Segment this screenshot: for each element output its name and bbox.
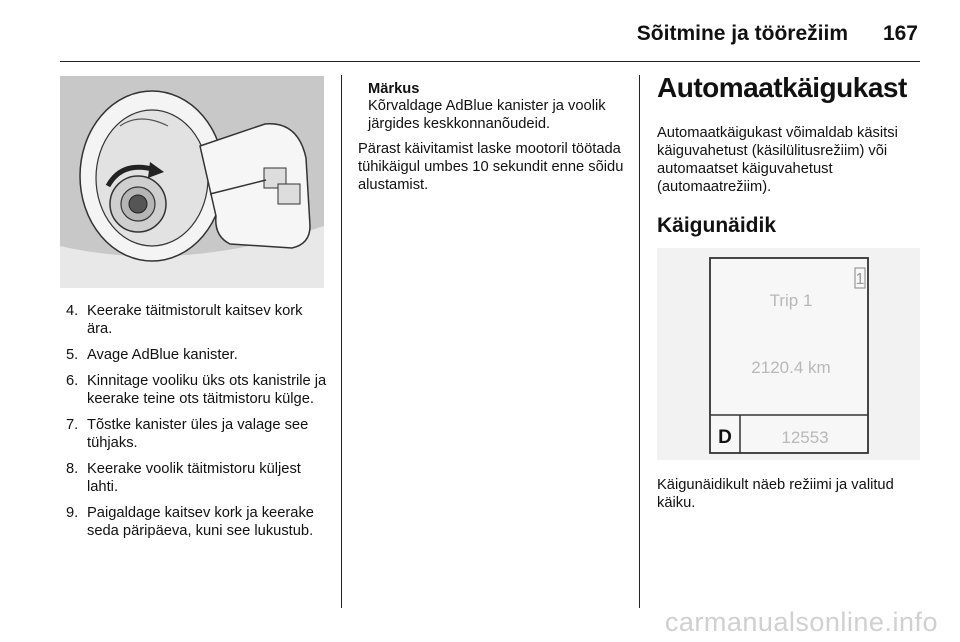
gear-letter: D (718, 427, 732, 448)
note-title: Märkus (368, 81, 420, 97)
subsection-heading: Käigunäidik (657, 214, 777, 237)
trip-label: Trip 1 (769, 291, 813, 310)
header-rule (60, 61, 920, 62)
section-heading: Automaatkäigukast (657, 72, 907, 103)
display-badge: 1 (855, 271, 865, 288)
gear-indicator-illustration (657, 248, 920, 460)
list-item: 8. Keerake voolik täitmistoru küljest lahti. (66, 461, 301, 495)
list-item: 9. Paigaldage kaitsev kork ja keerake seda päripäeva, kuni see lukustub. (66, 505, 314, 539)
page-header (0, 0, 960, 62)
instruction-steps (62, 302, 330, 548)
page-number: 167 (882, 22, 918, 45)
section-title: Sõitmine ja töörežiim (636, 22, 848, 45)
column-divider-right (639, 75, 640, 608)
column-divider-left (341, 75, 342, 608)
trip-distance: 2120.4 km (751, 358, 831, 377)
gear-indicator-caption: Käigunäidikult näeb režiimi ja valitud käiku. (657, 477, 894, 511)
list-item: 7. Tõstke kanister üles ja valage see tühjaks. (66, 417, 309, 451)
watermark: carmanualsonline.info (664, 607, 938, 637)
note-text: Kõrvaldage AdBlue kanister ja voolik järgides keskkonnanõudeid. (368, 98, 606, 132)
engine-idle-paragraph: Pärast käivitamist laske mootoril töötada tühikäigul umbes 10 sekundit enne sõidu alustamist. (358, 141, 624, 193)
list-item: 6. Kinnitage vooliku üks ots kanistrile ja keerake teine ots täitmistoru külge. (66, 373, 327, 407)
fuel-filler-illustration (60, 76, 324, 288)
list-item: 4. Keerake täitmistorult kaitsev kork ära. (66, 303, 303, 337)
odometer-value: 12553 (781, 428, 829, 447)
list-item: 5. Avage AdBlue kanister. (66, 347, 238, 363)
intro-paragraph: Automaatkäigukast võimaldab käsitsi käiguvahetust (käsilülitusrežiim) või automaatset käiguvahetust (automaatrežiim). (657, 125, 898, 195)
